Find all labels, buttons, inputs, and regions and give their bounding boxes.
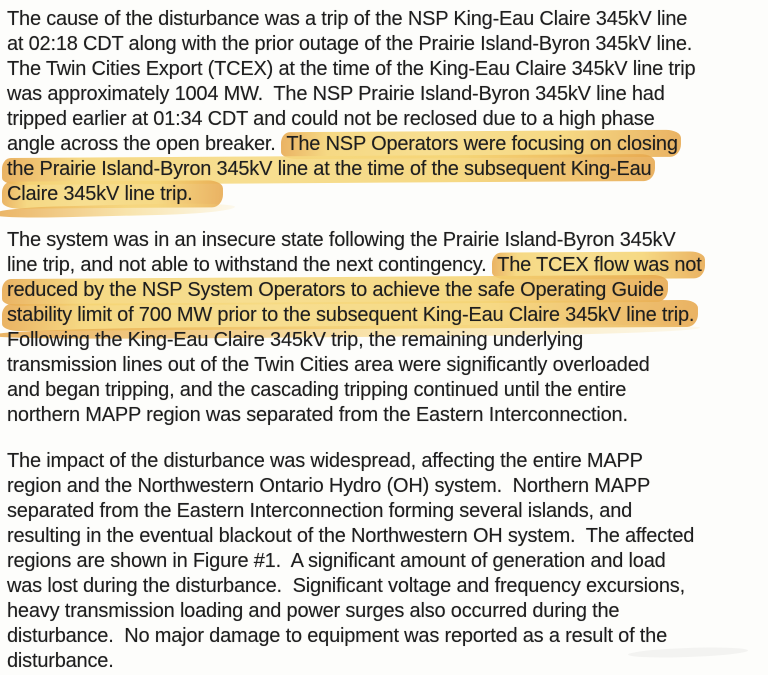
text-line (7, 403, 764, 428)
paragraph-3 (7, 449, 764, 674)
text-line (7, 228, 764, 253)
text-run: Following the King-Eau Claire 345kV trip, the remaining underlying (7, 329, 584, 351)
text-line (7, 157, 764, 182)
highlighted-text: reduced by the NSP System Operators to achieve the safe Operating Guide (7, 279, 664, 301)
text-run: at 02:18 CDT along with the prior outage of the Prairie Island-Byron 345kV line. (7, 33, 693, 55)
text-run: regions are shown in Figure #1. A significant amount of generation and load (7, 550, 666, 572)
text-run: transmission lines out of the Twin Cities area were significantly overloaded (7, 354, 650, 376)
highlighted-text: Claire 345kV line trip. (7, 183, 193, 205)
text-run: The Twin Cities Export (TCEX) at the time of the King-Eau Claire 345kV line trip (7, 58, 696, 80)
text-run: tripped earlier at 01:34 CDT and could not be reclosed due to a high phase (7, 108, 655, 130)
text-line (7, 82, 764, 107)
text-line (7, 474, 764, 499)
text-line (7, 132, 764, 157)
highlighted-text: the Prairie Island-Byron 345kV line at the time of the subsequent King-Eau (7, 158, 652, 180)
text-run: and began tripping, and the cascading tripping continued until the entire (7, 379, 627, 401)
text-run: disturbance. (7, 650, 114, 672)
text-line (7, 32, 764, 57)
paragraph-1 (7, 7, 764, 207)
text-run: line trip, and not able to withstand the next contingency. (7, 254, 498, 276)
text-line (7, 449, 764, 474)
text-line (7, 524, 764, 549)
text-run: was approximately 1004 MW. The NSP Prairie Island-Byron 345kV line had (7, 83, 665, 105)
text-line (7, 624, 764, 649)
text-line (7, 499, 764, 524)
text-line (7, 57, 764, 82)
text-line (7, 378, 764, 403)
text-line (7, 182, 764, 207)
text-run: The impact of the disturbance was widespread, affecting the entire MAPP (7, 450, 643, 472)
text-line (7, 574, 764, 599)
text-run: The system was in an insecure state following the Prairie Island-Byron 345kV (7, 229, 676, 251)
text-run: separated from the Eastern Interconnection forming several islands, and (7, 500, 633, 522)
highlighted-text: The TCEX flow was not (497, 254, 702, 276)
text-line (7, 599, 764, 624)
text-line (7, 107, 764, 132)
text-run: was lost during the disturbance. Significant voltage and frequency excursions, (7, 575, 685, 597)
paragraph-2 (7, 228, 764, 428)
text-line (7, 353, 764, 378)
text-run: The cause of the disturbance was a trip of the NSP King-Eau Claire 345kV line (7, 8, 688, 30)
text-run: resulting in the eventual blackout of the Northwestern OH system. The affected (7, 525, 695, 547)
text-run: angle across the open breaker. (7, 133, 287, 155)
highlighted-text: stability limit of 700 MW prior to the subsequent King-Eau Claire 345kV line trip. (7, 304, 695, 326)
text-run: disturbance. No major damage to equipment was reported as a result of the (7, 625, 668, 647)
text-line (7, 303, 764, 328)
text-line (7, 549, 764, 574)
text-run: northern MAPP region was separated from the Eastern Interconnection. (7, 404, 628, 426)
text-run: heavy transmission loading and power surges also occurred during the (7, 600, 620, 622)
text-run: region and the Northwestern Ontario Hydro (OH) system. Northern MAPP (7, 475, 651, 497)
text-line (7, 7, 764, 32)
highlighted-text: The NSP Operators were focusing on closing (286, 133, 678, 155)
